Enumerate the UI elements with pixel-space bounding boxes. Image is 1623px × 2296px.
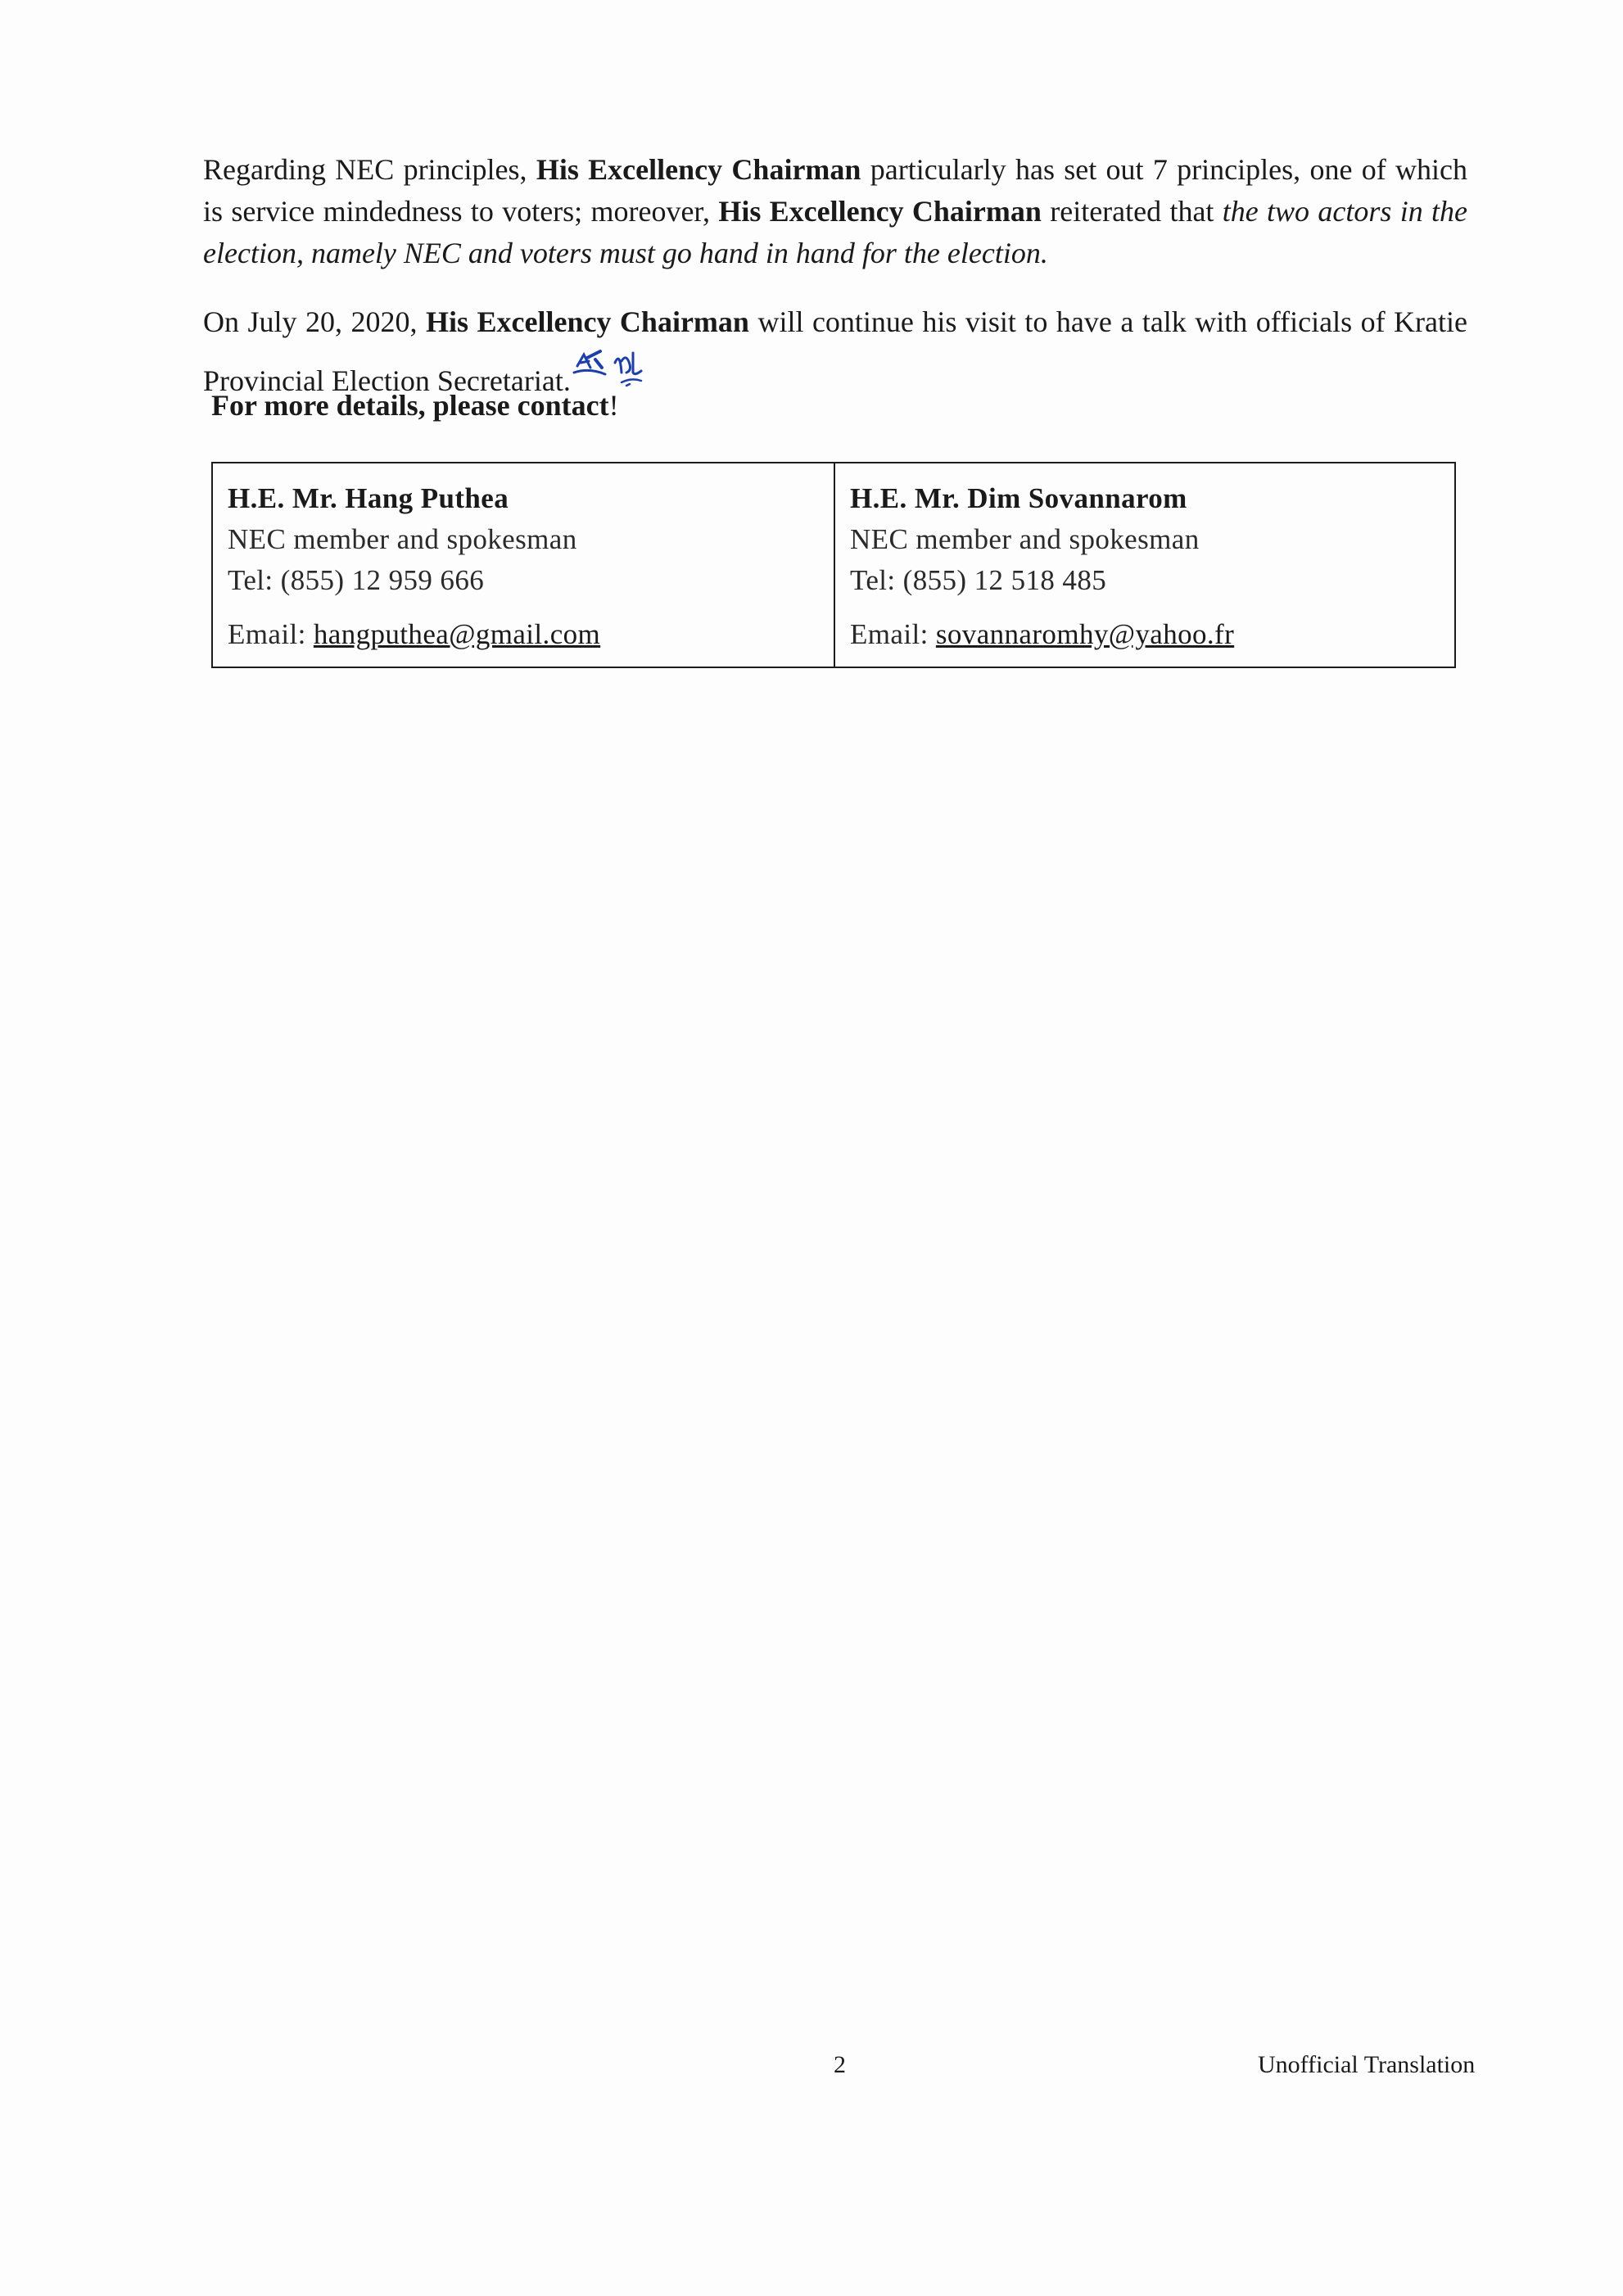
- contact-heading-punctuation: !: [608, 389, 619, 422]
- bold-title-chairman: His Excellency Chairman: [718, 195, 1042, 228]
- paragraph-text: will continue his visit to have a talk with officials of Kratie Provincial Election Secretariat.: [203, 305, 1467, 397]
- contact-role: NEC member and spokesman: [850, 523, 1200, 555]
- contact-email-row: [228, 614, 834, 655]
- handwritten-initials-signature: [572, 343, 648, 391]
- contact-heading-text: For more details, please contact: [211, 389, 609, 422]
- bold-title-chairman: His Excellency Chairman: [425, 305, 749, 338]
- italic-quote: the two actors in the election, namely NEC and voters must go hand in hand for the election.: [203, 195, 1467, 269]
- contact-name: H.E. Mr. Hang Puthea: [228, 482, 509, 514]
- contact-table: [211, 462, 1456, 668]
- contact-phone: Tel: (855) 12 518 485: [850, 564, 1107, 596]
- contact-role: NEC member and spokesman: [228, 523, 577, 555]
- contact-email-link[interactable]: hangputhea@gmail.com: [313, 618, 601, 650]
- contact-email-label: Email:: [228, 618, 314, 650]
- footer-translation-note: Unofficial Translation: [1258, 2051, 1476, 2078]
- contact-name: H.E. Mr. Dim Sovannarom: [850, 482, 1187, 514]
- paragraph-principles: [203, 149, 1467, 274]
- bold-title-chairman: His Excellency Chairman: [536, 153, 861, 186]
- paragraph-text: particularly has set out 7 principles, one of which is service mindedness to voters; moreover,: [203, 153, 1467, 228]
- contact-cell-hang-puthea: [213, 463, 834, 667]
- paragraph-text: reiterated that: [1041, 195, 1223, 228]
- contact-cell-dim-sovannarom: [834, 463, 1454, 667]
- contact-heading: [211, 385, 619, 426]
- paragraph-text: On July 20, 2020,: [203, 305, 426, 338]
- contact-email-link[interactable]: sovannaromhy@yahoo.fr: [935, 618, 1235, 650]
- contact-email-label: Email:: [850, 618, 936, 650]
- page-number: 2: [834, 2051, 846, 2078]
- contact-phone: Tel: (855) 12 959 666: [228, 564, 485, 596]
- paragraph-text: Regarding NEC principles,: [203, 153, 536, 186]
- contact-email-row: [850, 614, 1454, 655]
